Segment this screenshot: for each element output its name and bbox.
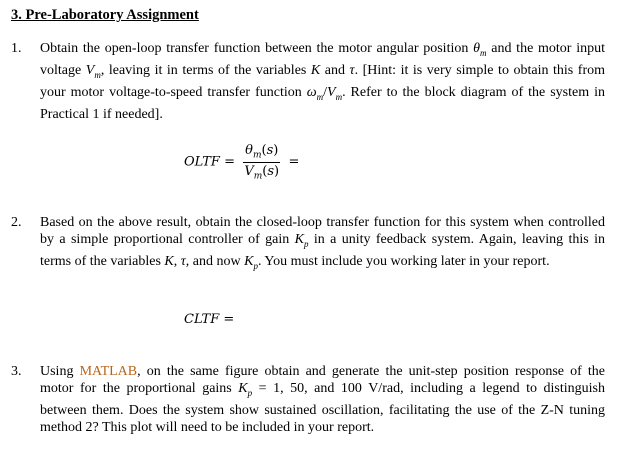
cltf-equation: CLTF =: [184, 312, 235, 327]
section-heading: 3. Pre-Laboratory Assignment: [11, 7, 199, 23]
question-2: [11, 214, 605, 275]
fraction-numerator: $\theta_m(s)$: [245, 143, 279, 161]
matlab-keyword: MATLAB: [79, 364, 138, 379]
question-number: 1.: [11, 41, 22, 56]
question-number: 2.: [11, 215, 22, 230]
question-text: Based on the above result, obtain the closed-loop transfer function for this system when controlled by a simple proportional controller of gain $K_p$ in a unity feedback system. Again, leaving this in terms of the variables K, τ, and now $K_p$. You must include you working later in your report.: [40, 215, 605, 271]
equation-lhs: CLTF: [184, 312, 220, 327]
question-text: Using MATLAB, on the same figure obtain and generate the unit-step position response of the motor for the proportional gains $K_p = 1$, 50, and 100 V/rad, including a legend to distinguish between them. Does the system show sustained oscillation, facilitating the use of the Z-N tuning method 2? This plot will need to be included in your report.: [40, 364, 605, 436]
oltf-fraction: [243, 143, 280, 181]
equation-lhs: OLTF: [184, 154, 220, 170]
question-text: Obtain the open-loop transfer function between the motor angular position $\theta_m$ and the motor input voltage $V_m$, leaving it in terms of the variables K and τ. [Hint: it is very simple to obtain this from your motor voltage-to-speed transfer function $\omega_m/V_m$. Refer to the block diagram of the system in Practical 1 if needed].: [40, 41, 605, 122]
fraction-denominator: $V_m(s)$: [244, 163, 280, 182]
oltf-equation: OLTF = $\frac{\theta_m(s)}{V_m(s)}$ =: [184, 143, 300, 182]
question-number: 3.: [11, 364, 22, 379]
question-3: [11, 363, 605, 437]
question-1: [11, 40, 605, 123]
